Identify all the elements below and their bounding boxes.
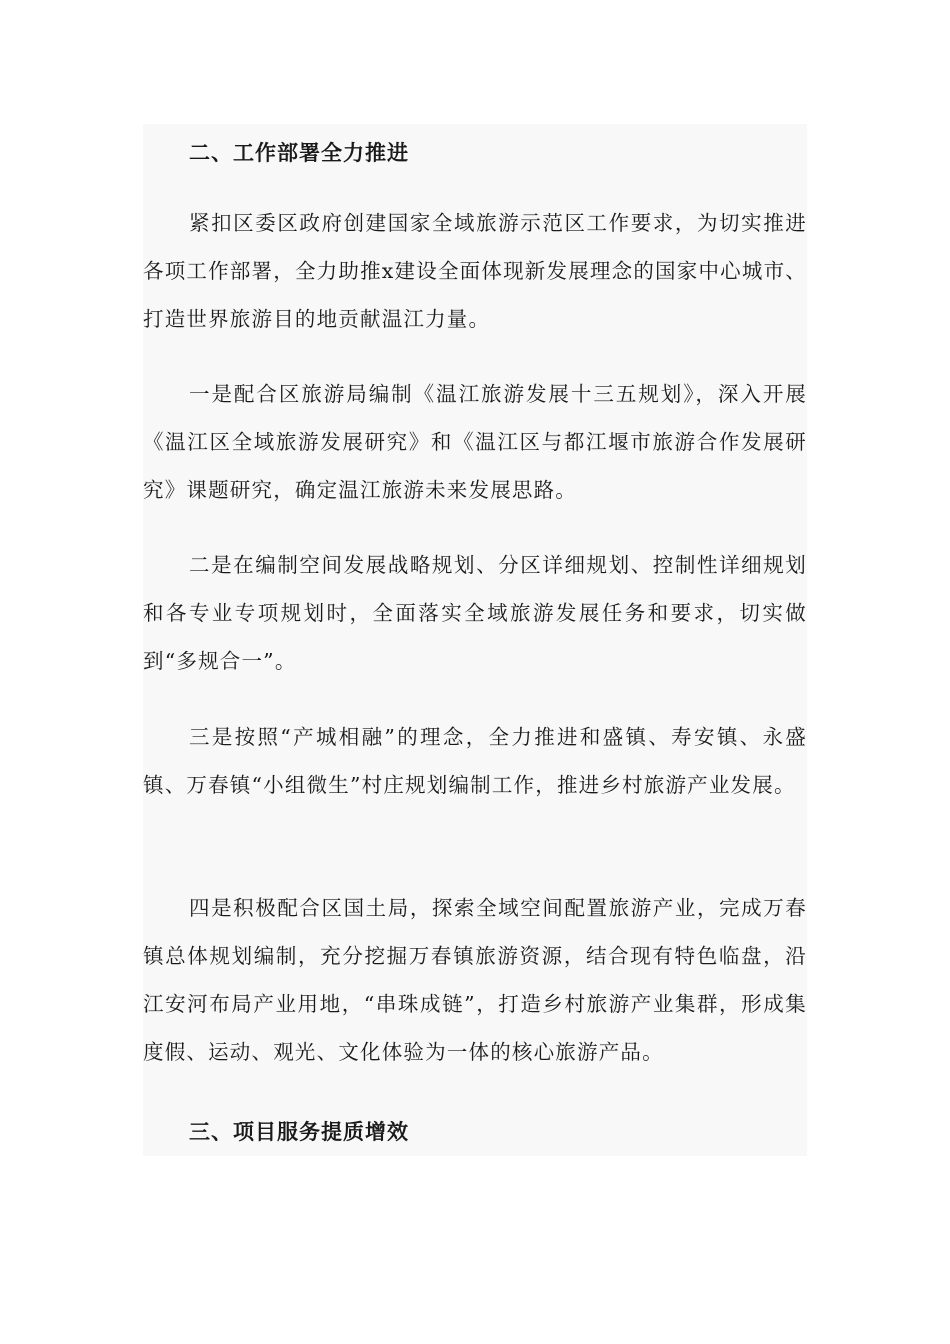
paragraph-item-three: 三是按照“产城相融”的理念，全力推进和盛镇、寿安镇、永盛镇、万春镇“小组微生”村庄规划编制工作，推进乡村旅游产业发展。 — [143, 725, 807, 797]
section-heading-work-deployment: 二、工作部署全力推进 — [189, 140, 409, 165]
paragraph-intro: 紧扣区委区政府创建国家全域旅游示范区工作要求，为切实推进各项工作部署，全力助推x建设全面体现新发展理念的国家中心城市、打造世界旅游目的地贡献温江力量。 — [143, 211, 807, 331]
document-page — [143, 124, 807, 1156]
section-heading-project-service: 三、项目服务提质增效 — [189, 1119, 409, 1144]
paragraph-item-four: 四是积极配合区国土局，探索全域空间配置旅游产业，完成万春镇总体规划编制，充分挖掘万春镇旅游资源，结合现有特色临盘，沿江安河布局产业用地，“串珠成链”，打造乡村旅游产业集群，形成集度假、运动、观光、文化体验为一体的核心旅游产品。 — [143, 896, 807, 1064]
paragraph-item-two: 二是在编制空间发展战略规划、分区详细规划、控制性详细规划和各专业专项规划时，全面落实全域旅游发展任务和要求，切实做到“多规合一”。 — [143, 553, 807, 673]
paragraph-item-one: 一是配合区旅游局编制《温江旅游发展十三五规划》，深入开展《温江区全域旅游发展研究》和《温江区与都江堰市旅游合作发展研究》课题研究，确定温江旅游未来发展思路。 — [143, 382, 807, 502]
